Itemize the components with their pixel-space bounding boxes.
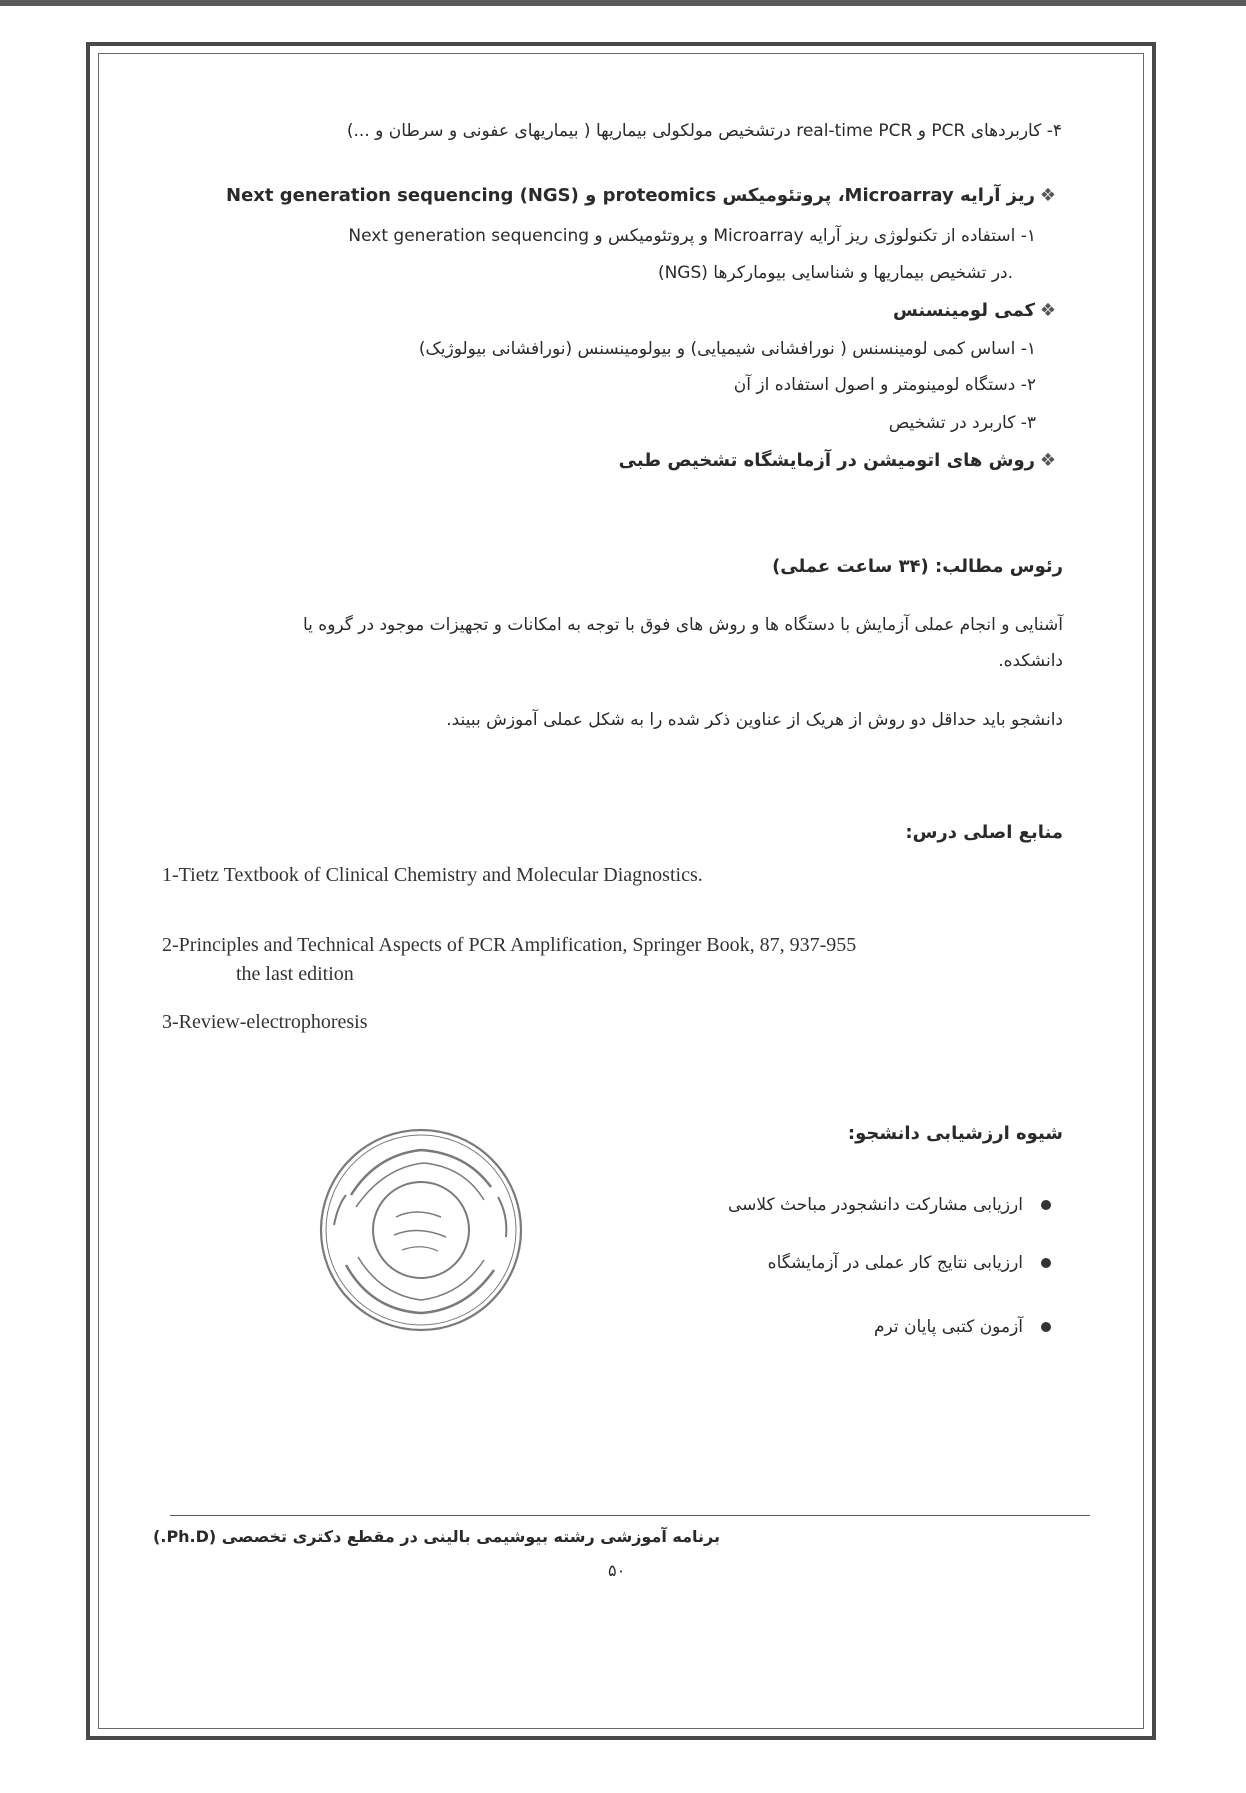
diamond-bullet-icon: ❖ <box>1039 185 1057 206</box>
evaluation-item-3-text: آزمون کتبی پایان ترم <box>874 1317 1023 1337</box>
evaluation-heading: شیوه ارزشیابی دانشجو: <box>847 1123 1063 1144</box>
luminescence-item-3: ۳- کاربرد در تشخیص <box>888 413 1036 433</box>
automation-heading <box>619 450 1061 472</box>
microarray-heading-text: ریز آرایه Microarray، پروتئومیکس proteomics و Next generation sequencing (NGS) <box>226 185 1035 206</box>
scan-edge <box>0 0 1246 6</box>
microarray-item-1-line-1: ۱- استفاده از تکنولوژی ریز آرایه Microarray و پروتئومیکس و Next generation sequencing <box>348 226 1036 246</box>
practical-heading: رئوس مطالب: (۳۴ ساعت عملی) <box>772 556 1063 577</box>
luminescence-heading <box>893 300 1061 322</box>
footer-divider <box>170 1515 1090 1516</box>
reference-2-line-1: 2-Principles and Technical Aspects of PCR Amplification, Springer Book, 87, 937-955 <box>162 934 857 956</box>
automation-heading-text: روش های اتومیشن در آزمایشگاه تشخیص طبی <box>618 450 1035 471</box>
bullet-dot-icon <box>1041 1322 1051 1332</box>
practical-paragraph-1-line-1: آشنایی و انجام عملی آزمایش با دستگاه ها و روش های فوق با توجه به امکانات و تجهیزات موجود در گروه یا <box>302 615 1063 635</box>
evaluation-item-1 <box>728 1194 1051 1216</box>
official-seal-icon <box>316 1125 526 1335</box>
diamond-bullet-icon: ❖ <box>1039 300 1057 321</box>
bullet-dot-icon <box>1041 1258 1051 1268</box>
luminescence-heading-text: کمی لومینسنس <box>892 300 1035 321</box>
luminescence-item-1: ۱- اساس کمی لومینسنس ( نورافشانی شیمیایی) و بیولومینسنس (نورافشانی بیولوژیک) <box>418 339 1036 359</box>
microarray-heading <box>226 185 1061 207</box>
sources-heading: منابع اصلی درس: <box>905 822 1063 843</box>
footer-program-title: برنامه آموزشی رشته بیوشیمی بالینی در مقطع دکتری تخصصی (Ph.D.) <box>153 1527 720 1546</box>
reference-2-line-2: the last edition <box>236 963 354 985</box>
evaluation-item-3 <box>874 1316 1051 1338</box>
diamond-bullet-icon: ❖ <box>1039 450 1057 471</box>
bullet-dot-icon <box>1041 1200 1051 1210</box>
evaluation-item-2-text: ارزیابی نتایج کار عملی در آزمایشگاه <box>767 1253 1023 1273</box>
reference-3: 3-Review-electrophoresis <box>162 1011 368 1033</box>
luminescence-item-2: ۲- دستگاه لومینومتر و اصول استفاده از آن <box>733 375 1036 395</box>
evaluation-item-1-text: ارزیابی مشارکت دانشجودر مباحث کلاسی <box>727 1195 1023 1215</box>
practical-paragraph-2: دانشجو باید حداقل دو روش از هریک از عناوین ذکر شده را به شکل عملی آموزش ببیند. <box>446 710 1063 730</box>
reference-1: 1-Tietz Textbook of Clinical Chemistry and Molecular Diagnostics. <box>162 864 703 886</box>
evaluation-item-2 <box>768 1252 1051 1274</box>
microarray-item-1-line-2: (NGS) در تشخیص بیماریها و شناسایی بیومارکرها. <box>657 263 1013 283</box>
page-number: ۵۰ <box>608 1561 626 1580</box>
practical-paragraph-1-line-2: دانشکده. <box>998 651 1063 671</box>
item-4-pcr-applications: ۴- کاربردهای PCR و real-time PCR درتشخیص مولکولی بیماریها ( بیماریهای عفونی و سرطان و ...) <box>346 121 1062 141</box>
